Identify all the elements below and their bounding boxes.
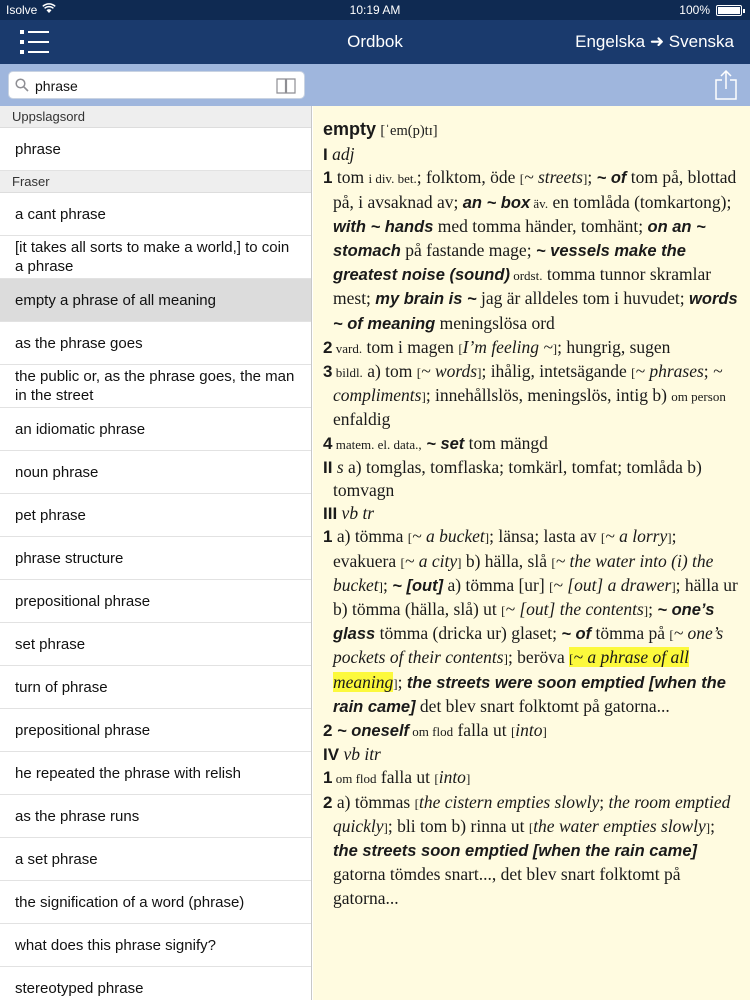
target-language: Svenska — [668, 32, 734, 51]
sense-roman-numeral: I — [323, 145, 328, 165]
page-title: Ordbok — [347, 32, 403, 51]
list-item-label: the public or, as the phrase goes, the man in the street — [15, 368, 295, 404]
list-item-label: set phrase — [15, 635, 86, 653]
phrase-list-item[interactable] — [0, 279, 311, 322]
list-item-label: pet phrase — [15, 506, 86, 524]
list-item-label: what does this phrase signify? — [15, 936, 216, 954]
section-header-headwords: Uppslagsord — [0, 106, 311, 128]
entry-heading — [323, 118, 740, 143]
list-item-label: phrase structure — [15, 549, 124, 567]
phrase-list-item[interactable] — [0, 580, 311, 623]
list-item-label: empty a phrase of all meaning — [15, 291, 216, 309]
list-item-label: prepositional phrase — [15, 721, 151, 739]
language-direction-button[interactable] — [575, 32, 734, 52]
search-box — [8, 71, 305, 99]
phrase-list-item[interactable] — [0, 193, 311, 236]
sense-3-2: 2 ~ oneself om flod falla ut [into] — [323, 720, 547, 741]
phrase-list-item[interactable] — [0, 236, 311, 279]
list-item-label: a set phrase — [15, 850, 98, 868]
sense-group-4: IV vb itr — [323, 744, 381, 765]
phrase-list-item[interactable] — [0, 967, 311, 1000]
dictionary-entry — [313, 106, 750, 1000]
share-icon[interactable] — [714, 70, 738, 100]
list-item-label: the signification of a word (phrase) — [15, 893, 245, 911]
sense-group-3: III vb tr — [323, 503, 375, 524]
list-item-label: stereotyped phrase — [15, 979, 144, 997]
clock: 10:19 AM — [349, 3, 401, 17]
phrase-list-item[interactable] — [0, 709, 311, 752]
status-bar — [0, 0, 750, 20]
highlighted-phrase: [~ a phrase of all meaning — [333, 647, 689, 692]
list-item-label: he repeated the phrase with relish — [15, 764, 241, 782]
list-item-label: prepositional phrase — [15, 592, 151, 610]
phrase-list-item[interactable] — [0, 795, 311, 838]
phrase-list-item[interactable] — [0, 838, 311, 881]
search-input[interactable] — [35, 76, 275, 96]
headword-list-item[interactable] — [0, 128, 311, 171]
sense-1-2: 2 vard. tom i magen [I’m feeling ~]; hungrig, sugen — [323, 336, 671, 357]
sense-4-1: 1 om flod falla ut [into] — [323, 767, 471, 788]
source-language: Engelska — [575, 32, 646, 51]
sense-1-4: 4 matem. el. data., ~ set tom mängd — [323, 432, 548, 453]
sense-4-2: 2 a) tömmas [the cistern empties slowly; the room emptied quickly]; bli tom b) rinna ut [the water empties slowly]; the streets soon emptied [when the rain came] gatorna tömdes snart..., det blev snart folktomt på gatorna... — [323, 791, 731, 908]
phrase-list-item[interactable] — [0, 365, 311, 408]
battery-icon — [716, 5, 742, 16]
sense-group-2: II s a) tomglas, tomflaska; tomkärl, tomfat; tomlåda b) tomvagn — [323, 456, 702, 501]
phrase-list-item[interactable] — [0, 666, 311, 709]
list-item-label: as the phrase runs — [15, 807, 140, 825]
phrase-list-item[interactable] — [0, 924, 311, 967]
part-of-speech: adj — [332, 144, 355, 165]
carrier-name: Isolve — [6, 3, 38, 17]
section-header-phrases: Fraser — [0, 171, 311, 193]
pronunciation: [ˈem(p)tɪ] — [380, 123, 438, 139]
book-icon[interactable] — [276, 77, 296, 94]
search-toolbar — [0, 64, 750, 106]
phrase-list-item[interactable] — [0, 537, 311, 580]
sense-3-1: 1 a) tömma [~ a bucket]; länsa; lasta av [~ a lorry]; evakuera [~ a city] b) hälla, slå [~ the water into (i) the bucket]; ~ [out] a) tömma [ur] [~ [out] a drawer]; hälla ur b) tömma (hälla, slå) ut [~ [out] the contents]; ~ one’s glass tömma (dricka ur) glaset; ~ of tömma på [~ one’s pockets of their contents]; beröva [~ a phrase of all meaning]; the streets were soon emptied [when the rain came] det blev snart folktomt på gatorna... — [323, 526, 738, 716]
arrow-right-icon: ➜ — [649, 32, 665, 51]
list-item-label: [it takes all sorts to make a world,] to coin a phrase — [15, 239, 290, 275]
phrase-list-item[interactable] — [0, 494, 311, 537]
list-item-label: a cant phrase — [15, 205, 106, 223]
results-list — [0, 106, 312, 1000]
sense-group-1 — [323, 143, 740, 166]
headword: empty — [323, 119, 377, 139]
list-item-label: noun phrase — [15, 463, 99, 481]
phrase-list-item[interactable] — [0, 451, 311, 494]
list-item-label: phrase — [15, 140, 61, 158]
nav-bar — [0, 20, 750, 64]
phrase-list-item[interactable] — [0, 881, 311, 924]
list-item-label: as the phrase goes — [15, 334, 143, 352]
list-item-label: an idiomatic phrase — [15, 420, 146, 438]
sense-1-3: 3 bildl. a) tom [~ words]; ihålig, intetsägande [~ phrases; ~ compliments]; innehållslös, meningslös, intig b) om person enfaldig — [323, 361, 726, 430]
phrase-list-item[interactable] — [0, 752, 311, 795]
phrase-list-item[interactable] — [0, 408, 311, 451]
search-icon — [15, 78, 29, 92]
list-item-label: turn of phrase — [15, 678, 108, 696]
sense-1-1: 1 tom i div. bet.; folktom, öde [~ streets]; ~ of tom på, blottad på, i avsaknad av; an ~ box äv. en tomlåda (tomkartong); with ~ hands med tomma händer, tomhänt; on an ~ stomach på fastande mage; ~ vessels make the greatest noise (sound) ordst. tomma tunnor skramlar mest; my brain is ~ jag är alldeles tom i huvudet; words ~ of meaning meningslösa ord — [323, 167, 738, 333]
phrase-list-item[interactable] — [0, 322, 311, 365]
battery-percent: 100% — [679, 3, 710, 17]
phrase-list-item[interactable] — [0, 623, 311, 666]
